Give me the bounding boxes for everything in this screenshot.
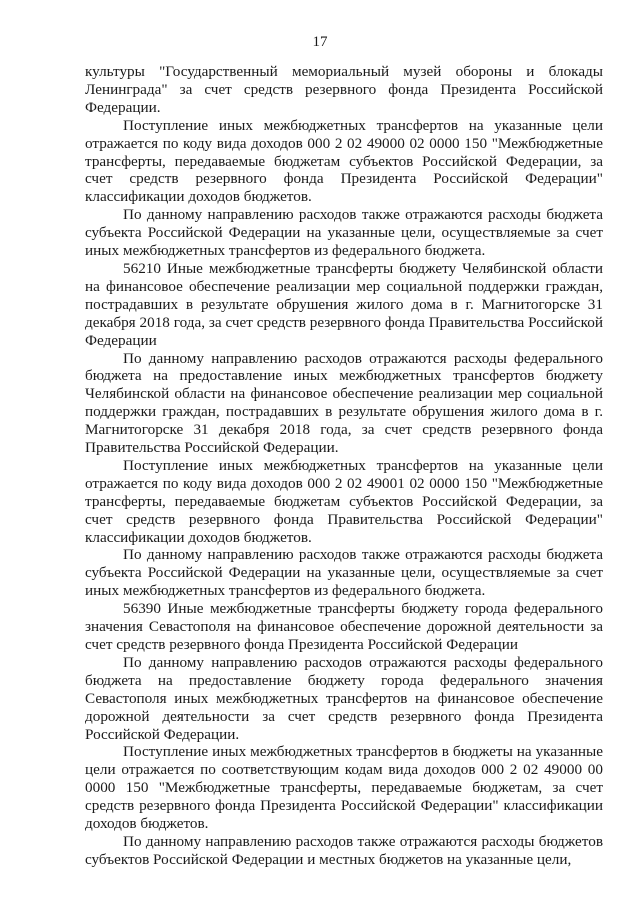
paragraph-continuation: культуры "Государственный мемориальный музей обороны и блокады Ленинграда" за счет средств резервного фонда Президента Российской Федерации.	[85, 63, 603, 116]
paragraph-revenue-code-49000-president: Поступление иных межбюджетных трансфертов на указанные цели отражается по коду вида доходов 000 2 02 49000 02 0000 150 "Межбюджетные трансферты, передаваемые бюджетам субъектов Российской Федерации, за счет средств резервного фонда Президента Российской Федерации" классификации доходов бюджетов.	[85, 116, 603, 206]
paragraph-code-56390-heading: 56390 Иные межбюджетные трансферты бюджету города федерального значения Севастополя на финансовое обеспечение дорожной деятельности за счет средств резервного фонда Президента Российской Федерации	[85, 600, 603, 653]
page-number: 17	[312, 34, 328, 50]
paragraph-subject-and-local-budgets: По данному направлению расходов также отражаются расходы бюджетов субъектов Российской Федерации и местных бюджетов на указанные цели,	[85, 832, 603, 868]
paragraph-subject-budget-expenses: По данному направлению расходов также отражаются расходы бюджета субъекта Российской Федерации на указанные цели, осуществляемые за счет иных межбюджетных трансфертов из федерального бюджета.	[85, 206, 603, 260]
paragraph-revenue-code-49000-budgets: Поступление иных межбюджетных трансфертов в бюджеты на указанные цели отражается по соответствующим кодам вида доходов 000 2 02 49000 00 0000 150 "Межбюджетные трансферты, передаваемые бюджетам, за счет средств резервного фонда Президента Российской Федерации" классификации доходов бюджетов.	[85, 743, 603, 833]
paragraph-code-56210-heading: 56210 Иные межбюджетные трансферты бюджету Челябинской области на финансовое обеспечение реализации мер социальной поддержки граждан, пострадавших в результате обрушения жилого дома в г. Магнитогорске 31 декабря 2018 года, за счет средств резервного фонда Правительства Российской Федерации	[85, 259, 603, 349]
paragraph-revenue-code-49001: Поступление иных межбюджетных трансфертов на указанные цели отражается по коду вида доходов 000 2 02 49001 02 0000 150 "Межбюджетные трансферты, передаваемые бюджетам субъектов Российской Федерации, за счет средств резервного фонда Правительства Российской Федерации" классификации доходов бюджетов.	[85, 456, 603, 546]
paragraph-code-56210-description: По данному направлению расходов отражаются расходы федерального бюджета на предоставление иных межбюджетных трансфертов бюджету Челябинской области на финансовое обеспечение реализации мер социальной поддержки граждан, пострадавших в результате обрушения жилого дома в г. Магнитогорске 31 декабря 2018 года, за счет средств резервного фонда Правительства Российской Федерации.	[85, 349, 603, 457]
document-body	[85, 63, 603, 869]
paragraph-subject-budget-expenses-2: По данному направлению расходов также отражаются расходы бюджета субъекта Российской Федерации на указанные цели, осуществляемые за счет иных межбюджетных трансфертов из федерального бюджета.	[85, 546, 603, 600]
paragraph-code-56390-description: По данному направлению расходов отражаются расходы федерального бюджета на предоставление бюджету города федерального значения Севастополя иных межбюджетных трансфертов на финансовое обеспечение дорожной деятельности за счет средств резервного фонда Президента Российской Федерации.	[85, 653, 603, 743]
